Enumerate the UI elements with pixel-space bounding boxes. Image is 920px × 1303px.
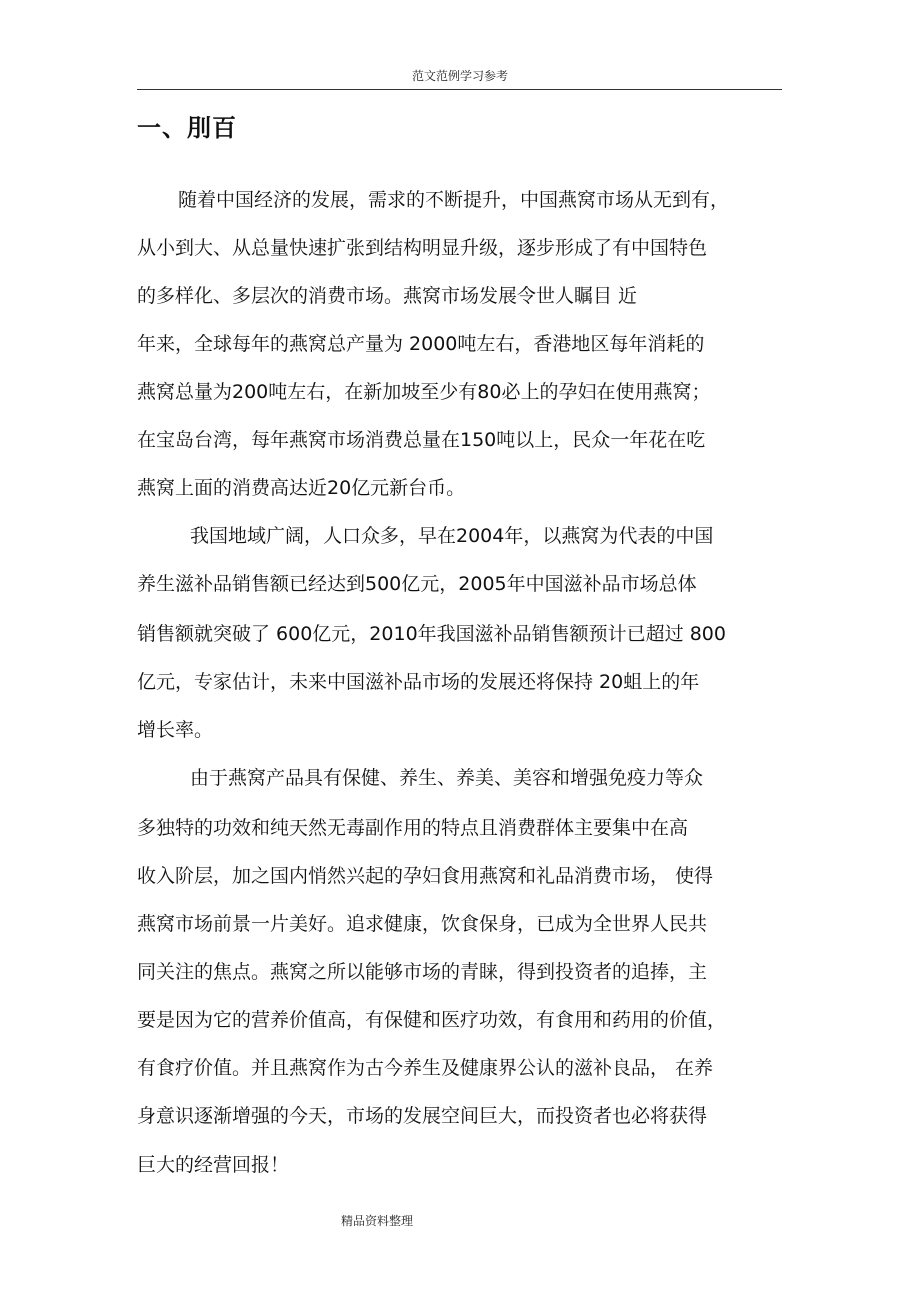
header-text: 范文范例学习参考: [411, 69, 508, 83]
paragraph-line: 养生滋补品销售额已经达到500亿元，2005年中国滋补品市场总体: [137, 573, 697, 595]
paragraph-line: 燕窝总量为200吨左右，在新加坡至少有80必上的孕妇在使用燕窝；: [137, 381, 711, 403]
paragraph-line: 亿元，专家估计，未来中国滋补品市场的发展还将保持 20蛆上的年: [137, 671, 700, 693]
paragraph-line: 多独特的功效和纯天然无毒副作用的特点且消费群体主要集中在高: [137, 817, 689, 839]
paragraph-line: 我国地域广阔，人口众多，早在2004年，以燕窝为代表的中国: [190, 525, 714, 547]
paragraph-line: 年来，全球每年的燕窝总产量为 2000吨左右，香港地区每年消耗的: [137, 333, 705, 355]
paragraph-line: 有食疗价值。并且燕窝作为古今养生及健康界公认的滋补良品， 在养: [137, 1057, 714, 1079]
section-title: 一、刖百: [137, 114, 237, 142]
paragraph-line: 从小到大、从总量快速扩张到结构明显升级，逐步形成了有中国特色: [137, 237, 708, 259]
paragraph-line: 在宝岛台湾，每年燕窝市场消费总量在150吨以上，民众一年花在吃: [137, 429, 706, 451]
header-divider: [137, 89, 782, 90]
paragraph-line: 随着中国经济的发展，需求的不断提升，中国燕窝市场从无到有，: [178, 189, 730, 211]
paragraph-line: 由于燕窝产品具有保健、养生、养美、美容和增强免疫力等众: [190, 767, 704, 789]
paragraph-line: 增长率。: [137, 719, 214, 741]
paragraph-line: 身意识逐渐增强的今天，市场的发展空间巨大，而投资者也必将获得: [137, 1105, 708, 1127]
paragraph-line: 的多样化、多层次的消费市场。燕窝市场发展令世人瞩目 近: [137, 285, 638, 307]
paragraph-line: 燕窝上面的消费高达近20亿元新台币。: [137, 477, 466, 499]
paragraph-line: 同关注的焦点。燕窝之所以能够市场的青睐，得到投资者的追捧，主: [137, 961, 708, 983]
paragraph-line: 巨大的经营回报！: [137, 1154, 290, 1176]
paragraph-line: 燕窝市场前景一片美好。追求健康，饮食保身，已成为全世界人民共: [137, 913, 708, 935]
page-footer: 精品资料整理: [341, 1214, 414, 1228]
paragraph-line: 要是因为它的营养价值高，有保健和医疗功效，有食用和药用的价值，: [137, 1009, 727, 1031]
paragraph-line: 销售额就突破了 600亿元，2010年我国滋补品销售额预计已超过 800: [137, 623, 726, 645]
paragraph-line: 收入阶层，加之国内悄然兴起的孕妇食用燕窝和礼品消费市场， 使得: [137, 865, 714, 887]
